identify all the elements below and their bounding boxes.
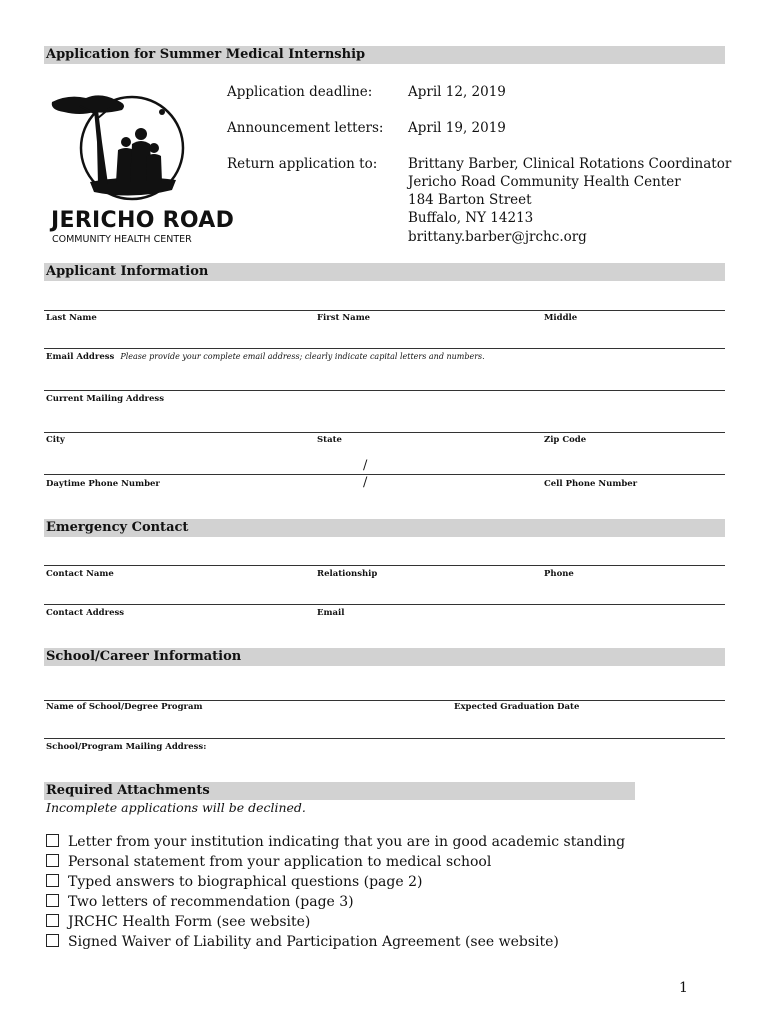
name-field-line[interactable]: [44, 310, 725, 311]
logo-subtitle: COMMUNITY HEALTH CENTER: [52, 234, 192, 245]
attachment-item[interactable]: [46, 914, 310, 930]
attachment-label: Signed Waiver of Liability and Participation Agreement (see website): [68, 934, 559, 950]
school-name-label: Name of School/Degree Program: [46, 702, 203, 712]
mailing-address-line[interactable]: [44, 390, 725, 391]
city-label: City: [46, 435, 65, 445]
attachment-label: JRCHC Health Form (see website): [68, 914, 311, 930]
contact-address-line[interactable]: [44, 604, 725, 605]
return-label: Return application to:: [227, 156, 378, 172]
phone-separator-bottom: /: [363, 475, 368, 490]
attachment-item[interactable]: [46, 874, 422, 890]
logo: [50, 82, 235, 247]
attachment-item[interactable]: [46, 834, 625, 850]
checkbox[interactable]: [46, 874, 59, 887]
checkbox[interactable]: [46, 834, 59, 847]
phone-separator-top: /: [363, 458, 368, 473]
announcement-label: Announcement letters:: [227, 120, 384, 136]
contact-address-label: Contact Address: [46, 608, 125, 618]
return-line-3: 184 Barton Street: [408, 192, 532, 208]
zip-label: Zip Code: [544, 435, 587, 445]
checkbox[interactable]: [46, 914, 59, 927]
relationship-label: Relationship: [317, 569, 378, 579]
checkbox[interactable]: [46, 934, 59, 947]
contact-name-label: Contact Name: [46, 569, 114, 579]
school-address-label: School/Program Mailing Address:: [46, 742, 207, 752]
applicant-section-heading: Applicant Information: [46, 264, 209, 279]
checkbox[interactable]: [46, 894, 59, 907]
email-field-line[interactable]: [44, 348, 725, 349]
school-section-heading: School/Career Information: [46, 649, 242, 664]
attachments-section-heading: Required Attachments: [46, 783, 210, 798]
announcement-value: April 19, 2019: [408, 120, 506, 136]
deadline-label: Application deadline:: [227, 84, 373, 100]
return-email: brittany.barber@jrchc.org: [408, 229, 587, 245]
contact-email-label: Email: [317, 608, 345, 618]
last-name-label: Last Name: [46, 313, 97, 323]
contact-name-line[interactable]: [44, 565, 725, 566]
page-title: Application for Summer Medical Internship: [46, 47, 366, 62]
city-state-zip-line[interactable]: [44, 432, 725, 433]
graduation-date-label: Expected Graduation Date: [454, 702, 580, 712]
return-line-1: Brittany Barber, Clinical Rotations Coordinator: [408, 156, 732, 172]
attachment-label: Two letters of recommendation (page 3): [68, 894, 354, 910]
daytime-phone-label: Daytime Phone Number: [46, 479, 160, 489]
school-name-line[interactable]: [44, 700, 725, 701]
mailing-address-label: Current Mailing Address: [46, 394, 164, 404]
attachment-label: Typed answers to biographical questions (page 2): [68, 874, 423, 890]
emergency-section-heading: Emergency Contact: [46, 520, 189, 535]
return-line-4: Buffalo, NY 14213: [408, 210, 534, 226]
email-label: [46, 352, 485, 362]
middle-name-label: Middle: [544, 313, 578, 323]
page-number: 1: [679, 980, 688, 996]
email-note: Please provide your complete email address; clearly indicate capital letters and numbers.: [120, 352, 485, 361]
jericho-road-logo-icon: [50, 82, 215, 212]
checkbox[interactable]: [46, 854, 59, 867]
deadline-value: April 12, 2019: [408, 84, 506, 100]
state-label: State: [317, 435, 342, 445]
cell-phone-label: Cell Phone Number: [544, 479, 638, 489]
attachment-item[interactable]: [46, 854, 491, 870]
attachment-label: Personal statement from your application to medical school: [68, 854, 492, 870]
logo-title: JERICHO ROAD: [51, 208, 235, 233]
attachment-item[interactable]: [46, 894, 354, 910]
school-address-line[interactable]: [44, 738, 725, 739]
attachment-label: Letter from your institution indicating that you are in good academic standing: [68, 834, 626, 850]
attachment-item[interactable]: [46, 934, 559, 950]
contact-phone-label: Phone: [544, 569, 574, 579]
phone-field-line[interactable]: [44, 474, 725, 475]
return-line-2: Jericho Road Community Health Center: [408, 174, 681, 190]
email-label-text: Email Address: [46, 352, 115, 362]
first-name-label: First Name: [317, 313, 371, 323]
attachments-subtitle: Incomplete applications will be declined.: [46, 800, 306, 815]
